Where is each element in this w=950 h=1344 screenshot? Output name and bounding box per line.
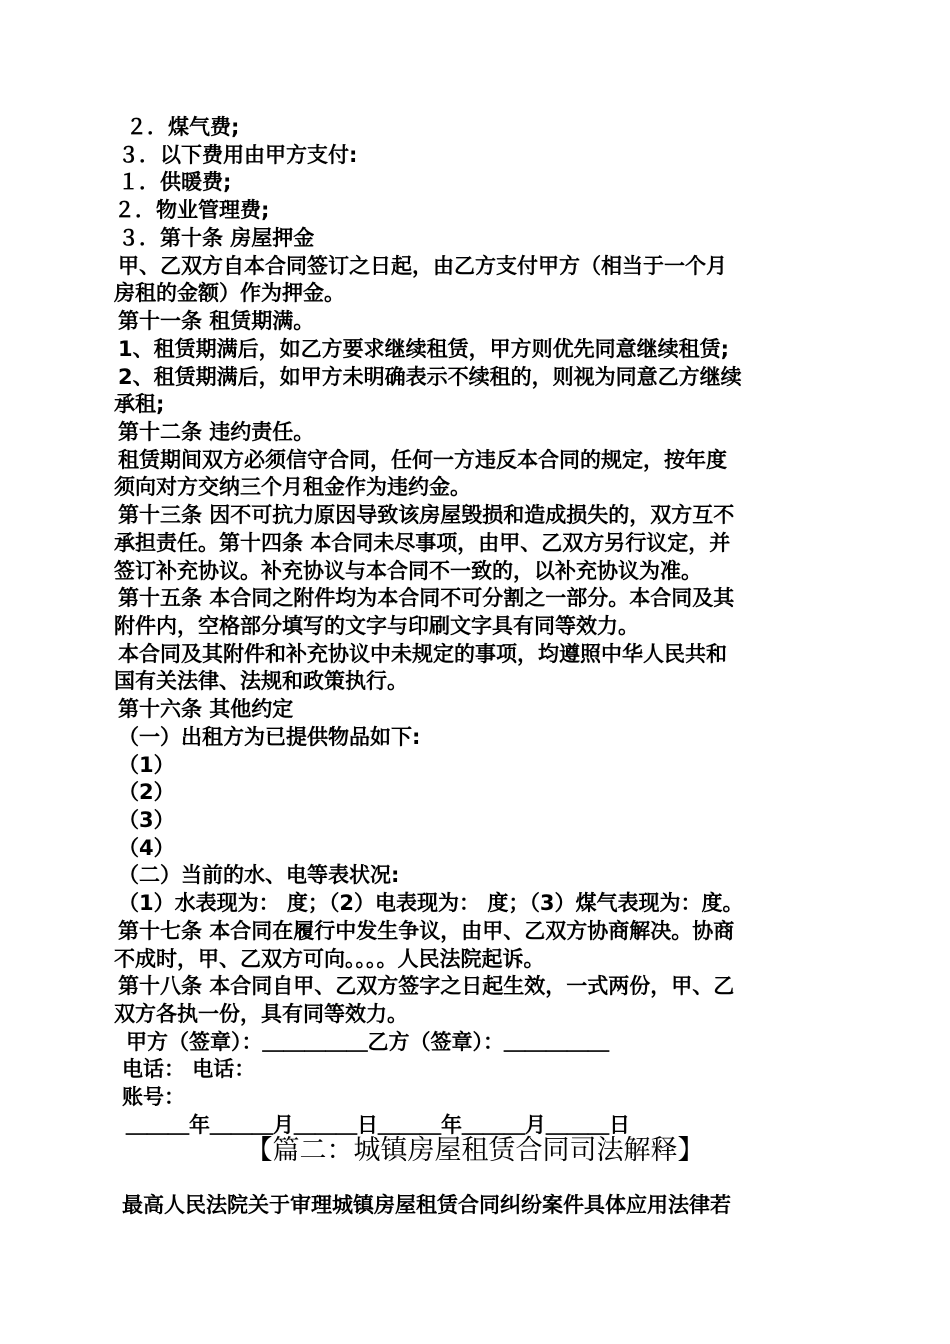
text-line: ３．以下费用由甲方支付:: [118, 143, 358, 167]
date-line: ＿＿＿年＿＿＿月＿＿＿日＿＿＿年＿＿＿月＿＿＿日: [126, 1113, 630, 1137]
text-line: 第十三条 因不可抗力原因导致该房屋毁损和造成损失的，双方互不: [118, 503, 735, 527]
account-line: 账号：: [122, 1085, 185, 1109]
text-line: （3）: [118, 808, 175, 832]
text-line: 承租;: [114, 392, 165, 416]
text-line: 不成时，甲、乙双方可向。。。。人民法院起诉。: [114, 947, 545, 971]
text-line: 双方各执一份，具有同等效力。: [114, 1002, 408, 1026]
text-line: 房租的金额）作为押金。: [114, 281, 345, 305]
text-line: １．供暖费;: [118, 170, 232, 194]
text-line: （2）: [118, 780, 175, 804]
text-line: 甲、乙双方自本合同签订之日起，由乙方支付甲方（相当于一个月: [118, 254, 727, 278]
text-line: 第十二条 违约责任。: [118, 420, 315, 444]
text-line: 国有关法律、法规和政策执行。: [114, 669, 408, 693]
text-line: 第十一条 租赁期满。: [118, 309, 315, 333]
text-line: （1）: [118, 753, 175, 777]
text-line: 签订补充协议。补充协议与本合同不一致的，以补充协议为准。: [114, 559, 702, 583]
text-line: 第十七条 本合同在履行中发生争议，由甲、乙双方协商解决。协商: [118, 919, 735, 943]
text-line: 第十八条 本合同自甲、乙双方签字之日起生效，一式两份，甲、乙: [118, 974, 735, 998]
text-line: 租赁期间双方必须信守合同，任何一方违反本合同的规定，按年度: [118, 448, 727, 472]
text-line: （4）: [118, 836, 175, 860]
text-line: 须向对方交纳三个月租金作为违约金。: [114, 475, 471, 499]
text-line: 最高人民法院关于审理城镇房屋租赁合同纠纷案件具体应用法律若: [122, 1193, 731, 1217]
text-line: ３．第十条 房屋押金: [118, 226, 315, 250]
text-line: 附件内，空格部分填写的文字与印刷文字具有同等效力。: [114, 614, 639, 638]
text-line: （二）当前的水、电等表状况:: [118, 863, 400, 887]
text-line: 承担责任。第十四条 本合同未尽事项，由甲、乙双方另行议定，并: [114, 531, 731, 555]
text-line: ２．煤气费;: [126, 115, 240, 139]
text-line: 本合同及其附件和补充协议中未规定的事项，均遵照中华人民共和: [118, 642, 727, 666]
text-line: （一）出租方为已提供物品如下:: [118, 725, 421, 749]
text-line: 1、租赁期满后，如乙方要求继续租赁，甲方则优先同意继续租赁;: [118, 337, 730, 361]
text-line: 第十六条 其他约定: [118, 697, 294, 721]
text-line: （1）水表现为： 度；（2）电表现为： 度；（3）煤气表现为：度。: [118, 891, 744, 915]
text-line: 2、租赁期满后，如甲方未明确表示不续租的，则视为同意乙方继续: [118, 365, 742, 389]
section-heading: 【篇二：城镇房屋租赁合同司法解释】: [245, 1135, 705, 1166]
text-line: 第十五条 本合同之附件均为本合同不可分割之一部分。本合同及其: [118, 586, 735, 610]
text-line: ２．物业管理费;: [114, 198, 270, 222]
phone-line: 电话： 电话：: [122, 1057, 256, 1081]
signature-line: 甲方（签章）：＿＿＿＿＿乙方（签章）：＿＿＿＿＿: [126, 1030, 609, 1054]
